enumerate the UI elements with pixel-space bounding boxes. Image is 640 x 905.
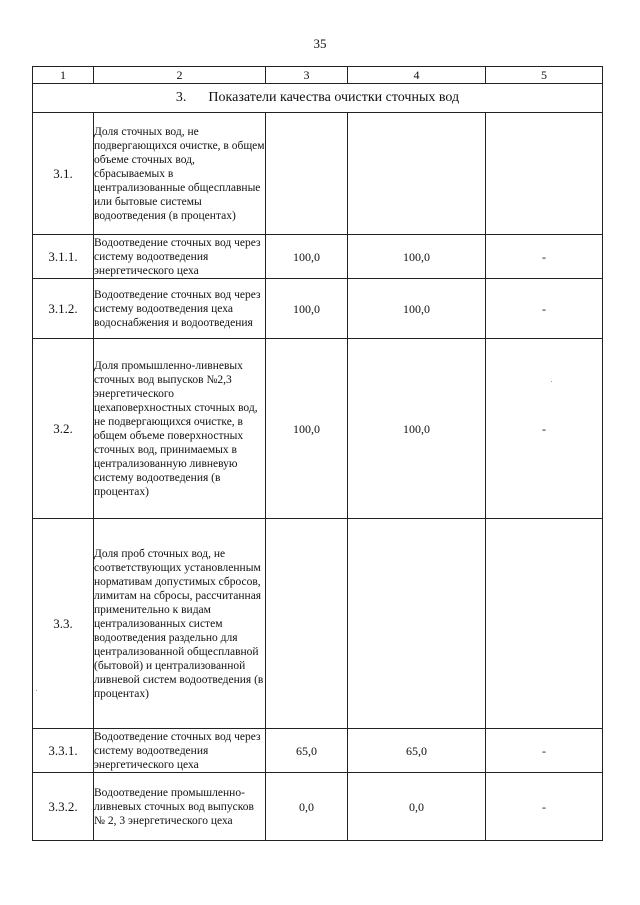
table-row bbox=[33, 519, 603, 729]
row-description: Водоотведение сточных вод через систему водоотведения энергетического цеха bbox=[94, 235, 266, 279]
row-value-col4: 100,0 bbox=[348, 339, 486, 519]
table-row bbox=[33, 279, 603, 339]
row-value-col4 bbox=[348, 519, 486, 729]
section-heading bbox=[33, 84, 603, 113]
row-number: 3.3.2. bbox=[33, 773, 94, 841]
row-value-col4: 100,0 bbox=[348, 279, 486, 339]
row-number: 3.3. bbox=[33, 519, 94, 729]
row-number: 3.1. bbox=[33, 113, 94, 235]
column-header: 5 bbox=[486, 67, 603, 84]
row-number: 3.1.1. bbox=[33, 235, 94, 279]
row-value-col4 bbox=[348, 113, 486, 235]
row-description: Водоотведение промышленно-ливневых сточных вод выпусков № 2, 3 энергетического цеха bbox=[94, 773, 266, 841]
row-description: Доля сточных вод, не подвергающихся очистке, в общем объеме сточных вод, сбрасываемых в централизованные общесплавные или бытовые системы водоотведения (в процентах) bbox=[94, 113, 266, 235]
row-value-col5: - bbox=[486, 235, 603, 279]
row-description: Водоотведение сточных вод через систему водоотведения цеха водоснабжения и водоотведения bbox=[94, 279, 266, 339]
row-value-col4: 100,0 bbox=[348, 235, 486, 279]
row-value-col3: 100,0 bbox=[266, 339, 348, 519]
row-description: Доля промышленно-ливневых сточных вод выпусков №2,3 энергетического цехаповерхностных сточных вод, не подвергающихся очистке, в общем объеме поверхностных сточных вод, принимаемых в централизованную ливневую систему водоотведения (в процентах) bbox=[94, 339, 266, 519]
row-number: 3.2. bbox=[33, 339, 94, 519]
section-row bbox=[33, 84, 603, 113]
row-value-col4: 0,0 bbox=[348, 773, 486, 841]
row-value-col3: 100,0 bbox=[266, 279, 348, 339]
page-number: 35 bbox=[313, 36, 327, 51]
table-row bbox=[33, 113, 603, 235]
column-header: 3 bbox=[266, 67, 348, 84]
row-value-col5: - bbox=[486, 279, 603, 339]
row-value-col5 bbox=[486, 113, 603, 235]
column-header-row bbox=[33, 67, 603, 84]
column-header: 2 bbox=[94, 67, 266, 84]
scan-speck bbox=[551, 381, 552, 382]
row-value-col4: 65,0 bbox=[348, 729, 486, 773]
indicators-table bbox=[32, 66, 603, 841]
row-value-col5 bbox=[486, 519, 603, 729]
row-number: 3.1.2. bbox=[33, 279, 94, 339]
row-value-col5: - bbox=[486, 729, 603, 773]
row-value-col3: 0,0 bbox=[266, 773, 348, 841]
row-description: Водоотведение сточных вод через систему водоотведения энергетического цеха bbox=[94, 729, 266, 773]
table-row bbox=[33, 235, 603, 279]
row-number: 3.3.1. bbox=[33, 729, 94, 773]
column-header: 1 bbox=[33, 67, 94, 84]
row-description: Доля проб сточных вод, не соответствующих установленным нормативам допустимых сбросов, лимитам на сбросы, рассчитанная применительно к видам централизованных систем водоотведения раздельно для централизованной общесплавной (бытовой) и централизованной ливневой систем водоотведения (в процентах) bbox=[94, 519, 266, 729]
row-value-col3: 65,0 bbox=[266, 729, 348, 773]
table-row bbox=[33, 339, 603, 519]
scan-speck bbox=[36, 690, 37, 691]
row-value-col3: 100,0 bbox=[266, 235, 348, 279]
row-value-col5: - bbox=[486, 339, 603, 519]
row-value-col3 bbox=[266, 519, 348, 729]
table-row bbox=[33, 773, 603, 841]
row-value-col5: - bbox=[486, 773, 603, 841]
section-number: 3. bbox=[175, 90, 187, 105]
table-row bbox=[33, 729, 603, 773]
column-header: 4 bbox=[348, 67, 486, 84]
row-value-col3 bbox=[266, 113, 348, 235]
section-title: Показатели качества очистки сточных вод bbox=[208, 90, 460, 105]
